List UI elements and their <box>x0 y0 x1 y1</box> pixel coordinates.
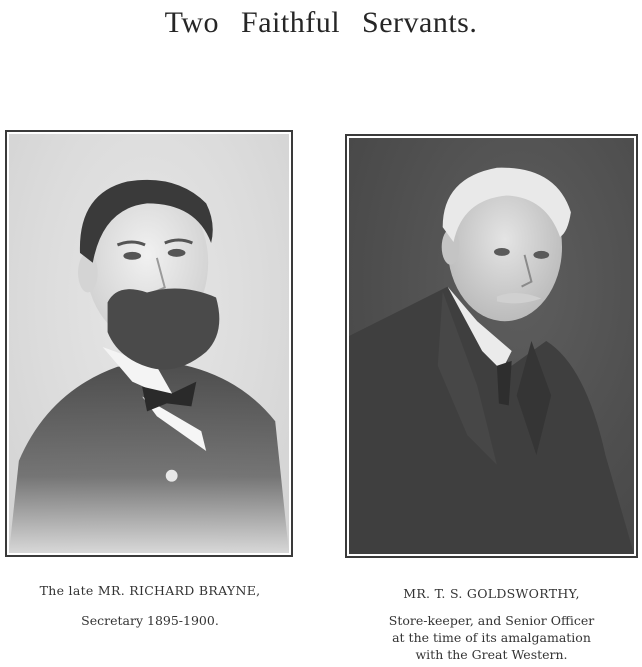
caption-richard-brayne <box>0 582 300 629</box>
caption-description <box>345 612 638 663</box>
caption-name: MR. T. S. GOLDSWORTHY, <box>403 586 580 601</box>
caption-name: The late MR. RICHARD BRAYNE, <box>39 583 261 598</box>
caption-line: with the Great Western. <box>415 647 568 662</box>
portrait-illustration-icon <box>9 134 289 553</box>
portrait-photo-richard-brayne <box>9 134 289 553</box>
caption-role: Secretary 1895-1900. <box>81 613 219 628</box>
portrait-frame-right <box>345 134 638 558</box>
caption-line: Store-keeper, and Senior Officer <box>388 613 595 628</box>
caption-ts-goldsworthy <box>345 585 638 663</box>
caption-line: at the time of its amalgamation <box>392 630 591 645</box>
portrait-illustration-icon <box>349 138 634 554</box>
portrait-photo-ts-goldsworthy <box>349 138 634 554</box>
page-title: Two Faithful Servants. <box>164 6 478 39</box>
portrait-frame-left <box>5 130 293 557</box>
